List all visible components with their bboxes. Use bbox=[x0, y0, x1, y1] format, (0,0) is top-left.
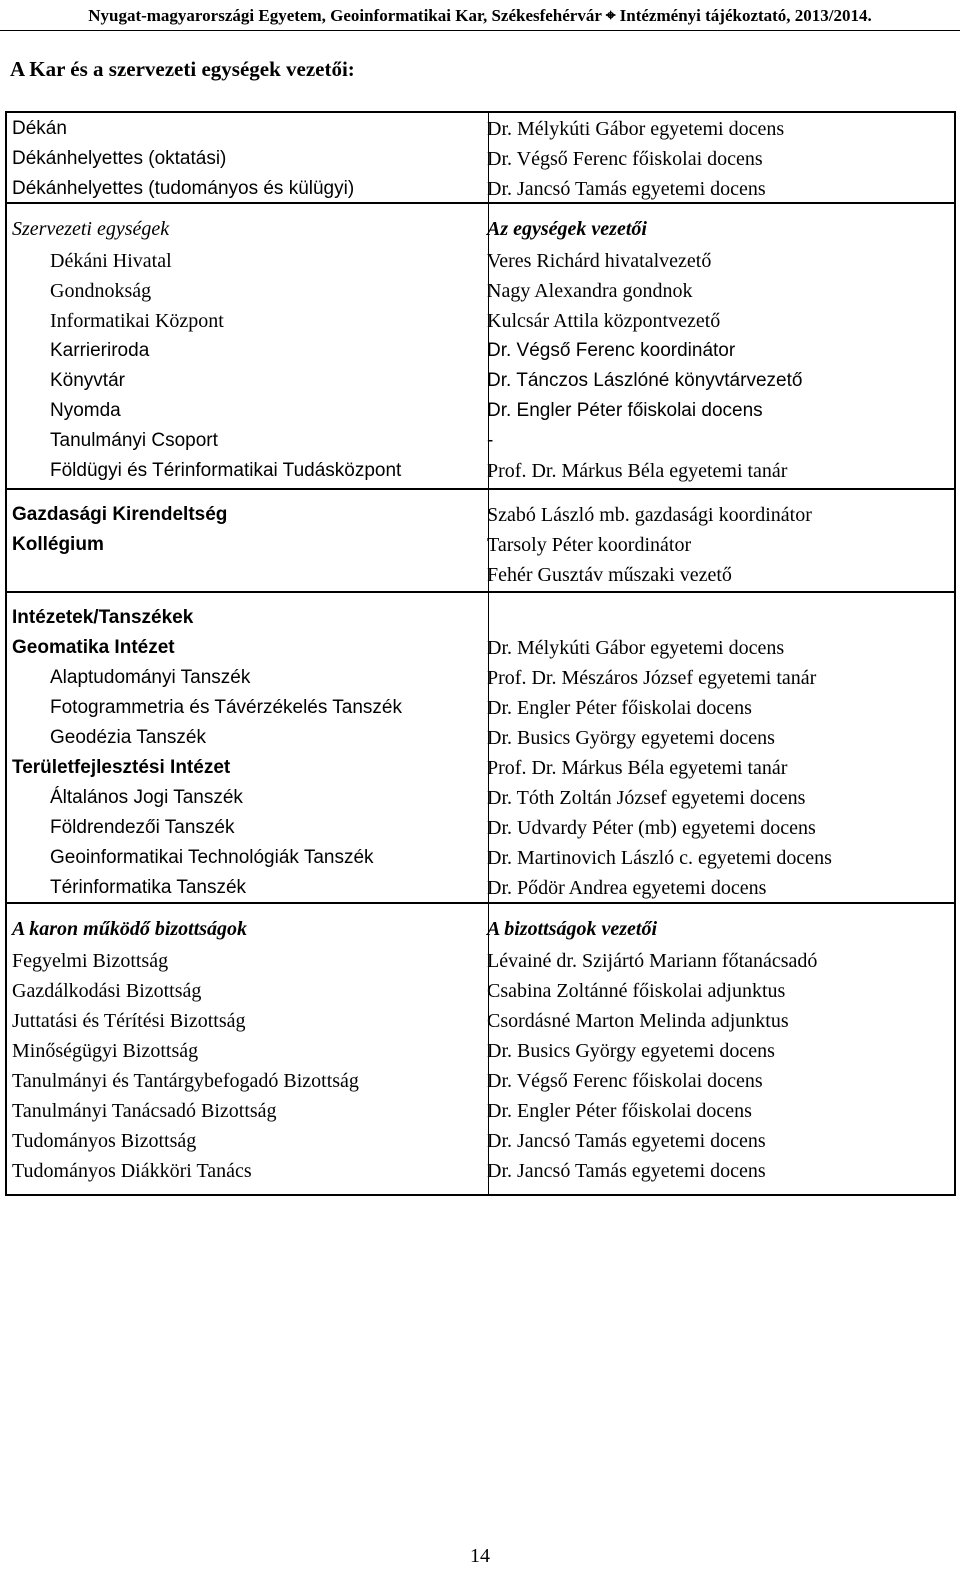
unit-leader: Dr. Tánczos Lászlóné könyvtárvezető bbox=[487, 370, 803, 391]
committee-name: Tanulmányi és Tantárgybefogadó Bizottság bbox=[12, 1070, 359, 1092]
institute-head: Prof. Dr. Márkus Béla egyetemi tanár bbox=[487, 757, 788, 779]
institutes-heading: Intézetek/Tanszékek bbox=[12, 607, 194, 628]
table-row bbox=[7, 1096, 954, 1126]
committee-head: Lévainé dr. Szijártó Mariann főtanácsadó bbox=[487, 950, 818, 972]
unit-leader: Dr. Végső Ferenc koordinátor bbox=[487, 340, 736, 361]
department-head: Dr. Pődör Andrea egyetemi docens bbox=[487, 877, 767, 899]
table-row bbox=[7, 426, 954, 456]
committee-head: Dr. Jancsó Tamás egyetemi docens bbox=[487, 1130, 766, 1152]
committee-head: Dr. Jancsó Tamás egyetemi docens bbox=[487, 1160, 766, 1182]
table-row bbox=[7, 336, 954, 366]
unit-leader: Dr. Engler Péter főiskolai docens bbox=[487, 400, 763, 421]
institute-name: Területfejlesztési Intézet bbox=[12, 757, 231, 778]
unit-name: Gondnokság bbox=[50, 280, 152, 302]
running-header: Nyugat-magyarországi Egyetem, Geoinformatikai Kar, Székesfehérvár ⌖ Intézményi tájékoztató, 2013/2014. bbox=[88, 6, 872, 25]
role-label: Dékán bbox=[12, 118, 67, 139]
unit-leader: Veres Richárd hivatalvezető bbox=[487, 250, 712, 272]
committees-block bbox=[5, 902, 956, 1196]
institute-name: Geomatika Intézet bbox=[12, 637, 175, 658]
units-heading: Szervezeti egységek bbox=[12, 218, 170, 240]
role-label: Dékánhelyettes (oktatási) bbox=[12, 148, 227, 169]
department-name: Alaptudományi Tanszék bbox=[50, 667, 251, 688]
unit-leader: - bbox=[487, 430, 494, 451]
leadership-block bbox=[5, 111, 956, 202]
table-row bbox=[7, 946, 954, 976]
table-row bbox=[7, 873, 954, 903]
table-row bbox=[7, 783, 954, 813]
unit-name: Dékáni Hivatal bbox=[50, 250, 172, 272]
department-name: Térinformatika Tanszék bbox=[50, 877, 247, 898]
table-row bbox=[7, 530, 954, 560]
department-name: Geoinformatikai Technológiák Tanszék bbox=[50, 847, 374, 868]
committee-head: Csordásné Marton Melinda adjunktus bbox=[487, 1010, 789, 1032]
table-row bbox=[7, 1126, 954, 1156]
table-row bbox=[7, 843, 954, 873]
table-row bbox=[7, 976, 954, 1006]
units-leaders-heading: Az egységek vezetői bbox=[487, 218, 647, 240]
service-leader: Fehér Gusztáv műszaki vezető bbox=[487, 564, 732, 586]
services-block bbox=[5, 488, 956, 591]
department-head: Dr. Busics György egyetemi docens bbox=[487, 727, 775, 749]
table-row bbox=[7, 366, 954, 396]
unit-name: Tanulmányi Csoport bbox=[50, 430, 218, 451]
table-row bbox=[7, 174, 954, 204]
committee-name: Gazdálkodási Bizottság bbox=[12, 980, 202, 1002]
unit-name: Karrieriroda bbox=[50, 340, 150, 361]
unit-name: Informatikai Központ bbox=[50, 310, 224, 332]
committee-name: Tudományos Diákköri Tanács bbox=[12, 1160, 252, 1182]
table-row bbox=[7, 246, 954, 276]
department-head: Dr. Martinovich László c. egyetemi docens bbox=[487, 847, 832, 869]
table-row bbox=[7, 1006, 954, 1036]
service-name: Kollégium bbox=[12, 534, 104, 555]
unit-leader: Prof. Dr. Márkus Béla egyetemi tanár bbox=[487, 460, 788, 482]
committee-heads-heading: A bizottságok vezetői bbox=[487, 918, 657, 940]
table-row bbox=[7, 663, 954, 693]
service-leader: Szabó László mb. gazdasági koordinátor bbox=[487, 504, 812, 526]
unit-name: Könyvtár bbox=[50, 370, 125, 391]
committee-name: Minőségügyi Bizottság bbox=[12, 1040, 199, 1062]
role-label: Dékánhelyettes (tudományos és külügyi) bbox=[12, 178, 355, 199]
table-row bbox=[7, 276, 954, 306]
units-block bbox=[5, 202, 956, 488]
service-leader: Tarsoly Péter koordinátor bbox=[487, 534, 692, 556]
committee-name: Juttatási és Térítési Bizottság bbox=[12, 1010, 246, 1032]
department-head: Prof. Dr. Mészáros József egyetemi tanár bbox=[487, 667, 817, 689]
table-row bbox=[7, 753, 954, 783]
table-row bbox=[7, 456, 954, 486]
table-row bbox=[7, 1066, 954, 1096]
person-name: Dr. Mélykúti Gábor egyetemi docens bbox=[487, 118, 785, 140]
department-name: Földrendezői Tanszék bbox=[50, 817, 235, 838]
committee-head: Dr. Végső Ferenc főiskolai docens bbox=[487, 1070, 763, 1092]
service-name: Gazdasági Kirendeltség bbox=[12, 504, 228, 525]
table-row bbox=[7, 633, 954, 663]
committee-name: Fegyelmi Bizottság bbox=[12, 950, 169, 972]
committees-heading: A karon működő bizottságok bbox=[12, 918, 248, 940]
committees-heading-row bbox=[7, 914, 954, 944]
committee-head: Dr. Busics György egyetemi docens bbox=[487, 1040, 775, 1062]
table-row bbox=[7, 560, 954, 590]
committee-name: Tudományos Bizottság bbox=[12, 1130, 197, 1152]
institute-head: Dr. Mélykúti Gábor egyetemi docens bbox=[487, 637, 785, 659]
department-name: Geodézia Tanszék bbox=[50, 727, 206, 748]
table-row bbox=[7, 306, 954, 336]
units-heading-row bbox=[7, 214, 954, 244]
header-rule bbox=[0, 30, 960, 31]
unit-name: Nyomda bbox=[50, 400, 121, 421]
unit-leader: Nagy Alexandra gondnok bbox=[487, 280, 693, 302]
section-title: A Kar és a szervezeti egységek vezetői: bbox=[10, 57, 355, 81]
person-name: Dr. Végső Ferenc főiskolai docens bbox=[487, 148, 763, 170]
table-row bbox=[7, 813, 954, 843]
unit-leader: Kulcsár Attila központvezető bbox=[487, 310, 721, 332]
table-row bbox=[7, 1036, 954, 1066]
table-row bbox=[7, 396, 954, 426]
table-row bbox=[7, 114, 954, 144]
unit-name: Földügyi és Térinformatikai Tudásközpont bbox=[50, 460, 402, 481]
table-row bbox=[7, 693, 954, 723]
committee-head: Dr. Engler Péter főiskolai docens bbox=[487, 1100, 752, 1122]
table-row bbox=[7, 723, 954, 753]
department-head: Dr. Engler Péter főiskolai docens bbox=[487, 697, 752, 719]
institutes-heading-row bbox=[7, 603, 954, 633]
department-name: Általános Jogi Tanszék bbox=[50, 787, 243, 808]
institutes-block bbox=[5, 591, 956, 902]
department-name: Fotogrammetria és Távérzékelés Tanszék bbox=[50, 697, 403, 718]
department-head: Dr. Udvardy Péter (mb) egyetemi docens bbox=[487, 817, 816, 839]
department-head: Dr. Tóth Zoltán József egyetemi docens bbox=[487, 787, 806, 809]
page-number: 14 bbox=[470, 1545, 490, 1567]
table-row bbox=[7, 500, 954, 530]
table-row bbox=[7, 1156, 954, 1186]
committee-head: Csabina Zoltánné főiskolai adjunktus bbox=[487, 980, 786, 1002]
table-row bbox=[7, 144, 954, 174]
person-name: Dr. Jancsó Tamás egyetemi docens bbox=[487, 178, 766, 200]
committee-name: Tanulmányi Tanácsadó Bizottság bbox=[12, 1100, 277, 1122]
